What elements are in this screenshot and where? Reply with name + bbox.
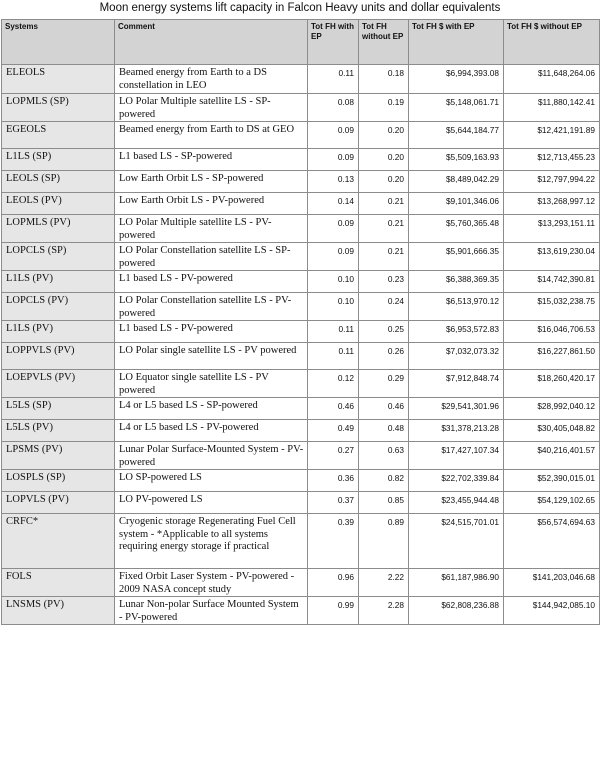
cell-usd-without-ep: $12,797,994.22 xyxy=(504,171,600,193)
cell-fh-without-ep: 0.19 xyxy=(359,94,409,122)
cell-usd-with-ep: $5,760,365.48 xyxy=(409,215,504,243)
cell-comment: Beamed energy from Earth to DS at GEO xyxy=(115,122,308,149)
cell-usd-with-ep: $29,541,301.96 xyxy=(409,398,504,420)
cell-fh-without-ep: 0.18 xyxy=(359,65,409,94)
cell-fh-without-ep: 0.26 xyxy=(359,343,409,370)
cell-comment: LO Polar Multiple satellite LS - SP-powered xyxy=(115,94,308,122)
cell-usd-with-ep: $7,032,073.32 xyxy=(409,343,504,370)
cell-system: EGEOLS xyxy=(2,122,115,149)
cell-fh-without-ep: 0.21 xyxy=(359,193,409,215)
cell-usd-without-ep: $14,742,390.81 xyxy=(504,271,600,293)
cell-usd-with-ep: $6,388,369.35 xyxy=(409,271,504,293)
cell-usd-with-ep: $62,808,236.88 xyxy=(409,597,504,625)
table-row xyxy=(2,492,600,514)
cell-fh-without-ep: 0.25 xyxy=(359,321,409,343)
cell-usd-with-ep: $7,912,848.74 xyxy=(409,370,504,398)
cell-comment: Lunar Polar Surface-Mounted System - PV-powered xyxy=(115,442,308,470)
cell-comment: LO PV-powered LS xyxy=(115,492,308,514)
cell-comment: LO Polar single satellite LS - PV powered xyxy=(115,343,308,370)
cell-usd-without-ep: $16,227,861.50 xyxy=(504,343,600,370)
table-row xyxy=(2,149,600,171)
cell-fh-with-ep: 0.96 xyxy=(308,569,359,597)
cell-fh-without-ep: 0.23 xyxy=(359,271,409,293)
cell-system: L5LS (PV) xyxy=(2,420,115,442)
cell-fh-with-ep: 0.12 xyxy=(308,370,359,398)
cell-system: CRFC* xyxy=(2,514,115,569)
cell-usd-without-ep: $16,046,706.53 xyxy=(504,321,600,343)
cell-system: LEOLS (SP) xyxy=(2,171,115,193)
cell-usd-without-ep: $12,421,191.89 xyxy=(504,122,600,149)
cell-fh-with-ep: 0.27 xyxy=(308,442,359,470)
cell-usd-without-ep: $18,260,420.17 xyxy=(504,370,600,398)
cell-usd-with-ep: $23,455,944.48 xyxy=(409,492,504,514)
cell-fh-without-ep: 0.85 xyxy=(359,492,409,514)
table-row xyxy=(2,470,600,492)
cell-fh-with-ep: 0.09 xyxy=(308,122,359,149)
table-row xyxy=(2,321,600,343)
cell-fh-without-ep: 0.82 xyxy=(359,470,409,492)
cell-usd-with-ep: $31,378,213.28 xyxy=(409,420,504,442)
cell-usd-without-ep: $13,293,151.11 xyxy=(504,215,600,243)
cell-fh-without-ep: 0.46 xyxy=(359,398,409,420)
cell-fh-with-ep: 0.09 xyxy=(308,149,359,171)
cell-fh-with-ep: 0.09 xyxy=(308,215,359,243)
table-row xyxy=(2,171,600,193)
table-row xyxy=(2,94,600,122)
cell-comment: LO Equator single satellite LS - PV powered xyxy=(115,370,308,398)
cell-fh-without-ep: 0.63 xyxy=(359,442,409,470)
cell-system: LOPVLS (PV) xyxy=(2,492,115,514)
cell-system: L1LS (PV) xyxy=(2,321,115,343)
cell-usd-without-ep: $54,129,102.65 xyxy=(504,492,600,514)
cell-fh-without-ep: 0.20 xyxy=(359,122,409,149)
cell-fh-with-ep: 0.11 xyxy=(308,65,359,94)
cell-fh-without-ep: 0.20 xyxy=(359,171,409,193)
cell-usd-with-ep: $9,101,346.06 xyxy=(409,193,504,215)
header-row xyxy=(2,20,600,65)
cell-usd-without-ep: $15,032,238.75 xyxy=(504,293,600,321)
cell-usd-with-ep: $17,427,107.34 xyxy=(409,442,504,470)
cell-system: LOEPVLS (PV) xyxy=(2,370,115,398)
table-row xyxy=(2,193,600,215)
cell-fh-with-ep: 0.49 xyxy=(308,420,359,442)
cell-comment: Cryogenic storage Regenerating Fuel Cell system - *Applicable to all systems requiring energy storage if practical xyxy=(115,514,308,569)
cell-usd-without-ep: $56,574,694.63 xyxy=(504,514,600,569)
cell-comment: LO Polar Constellation satellite LS - PV-powered xyxy=(115,293,308,321)
lift-capacity-table xyxy=(1,19,600,625)
cell-fh-with-ep: 0.09 xyxy=(308,243,359,271)
cell-fh-without-ep: 0.48 xyxy=(359,420,409,442)
cell-comment: Lunar Non-polar Surface Mounted System - PV-powered xyxy=(115,597,308,625)
cell-usd-with-ep: $8,489,042.29 xyxy=(409,171,504,193)
cell-system: LEOLS (PV) xyxy=(2,193,115,215)
cell-usd-with-ep: $61,187,986.90 xyxy=(409,569,504,597)
cell-comment: Low Earth Orbit LS - SP-powered xyxy=(115,171,308,193)
cell-fh-without-ep: 0.29 xyxy=(359,370,409,398)
table-row xyxy=(2,597,600,625)
cell-system: ELEOLS xyxy=(2,65,115,94)
cell-comment: L4 or L5 based LS - PV-powered xyxy=(115,420,308,442)
table-row xyxy=(2,420,600,442)
header-fh-with-ep: Tot FH with EP xyxy=(308,20,359,65)
cell-usd-without-ep: $11,648,264.06 xyxy=(504,65,600,94)
cell-fh-with-ep: 0.10 xyxy=(308,293,359,321)
cell-system: L5LS (SP) xyxy=(2,398,115,420)
cell-fh-without-ep: 0.21 xyxy=(359,243,409,271)
cell-fh-with-ep: 0.37 xyxy=(308,492,359,514)
cell-fh-with-ep: 0.99 xyxy=(308,597,359,625)
cell-fh-with-ep: 0.36 xyxy=(308,470,359,492)
header-usd-without-ep: Tot FH $ without EP xyxy=(504,20,600,65)
cell-comment: L1 based LS - PV-powered xyxy=(115,271,308,293)
cell-comment: Fixed Orbit Laser System - PV-powered - 2009 NASA concept study xyxy=(115,569,308,597)
cell-system: L1LS (SP) xyxy=(2,149,115,171)
cell-fh-without-ep: 0.24 xyxy=(359,293,409,321)
cell-usd-without-ep: $144,942,085.10 xyxy=(504,597,600,625)
cell-system: LOPMLS (SP) xyxy=(2,94,115,122)
header-systems: Systems xyxy=(2,20,115,65)
cell-usd-with-ep: $6,953,572.83 xyxy=(409,321,504,343)
table-row xyxy=(2,215,600,243)
cell-comment: LO SP-powered LS xyxy=(115,470,308,492)
cell-fh-without-ep: 2.28 xyxy=(359,597,409,625)
table-row xyxy=(2,514,600,569)
cell-system: LPSMS (PV) xyxy=(2,442,115,470)
cell-fh-with-ep: 0.08 xyxy=(308,94,359,122)
table-row xyxy=(2,370,600,398)
cell-fh-with-ep: 0.13 xyxy=(308,171,359,193)
cell-usd-without-ep: $141,203,046.68 xyxy=(504,569,600,597)
cell-system: LOPCLS (PV) xyxy=(2,293,115,321)
cell-usd-with-ep: $6,513,970.12 xyxy=(409,293,504,321)
table-row xyxy=(2,569,600,597)
cell-system: FOLS xyxy=(2,569,115,597)
cell-fh-with-ep: 0.39 xyxy=(308,514,359,569)
cell-fh-without-ep: 0.20 xyxy=(359,149,409,171)
table-row xyxy=(2,243,600,271)
cell-usd-with-ep: $22,702,339.84 xyxy=(409,470,504,492)
cell-usd-without-ep: $12,713,455.23 xyxy=(504,149,600,171)
table-row xyxy=(2,122,600,149)
cell-usd-without-ep: $30,405,048.82 xyxy=(504,420,600,442)
cell-comment: L1 based LS - SP-powered xyxy=(115,149,308,171)
cell-usd-without-ep: $13,268,997.12 xyxy=(504,193,600,215)
cell-usd-with-ep: $5,644,184.77 xyxy=(409,122,504,149)
cell-fh-with-ep: 0.11 xyxy=(308,321,359,343)
table-row xyxy=(2,398,600,420)
table-row xyxy=(2,271,600,293)
cell-usd-without-ep: $40,216,401.57 xyxy=(504,442,600,470)
cell-fh-with-ep: 0.11 xyxy=(308,343,359,370)
cell-usd-without-ep: $11,880,142.41 xyxy=(504,94,600,122)
table-row xyxy=(2,293,600,321)
cell-fh-without-ep: 0.89 xyxy=(359,514,409,569)
header-fh-without-ep: Tot FH without EP xyxy=(359,20,409,65)
cell-system: LOPMLS (PV) xyxy=(2,215,115,243)
cell-fh-with-ep: 0.10 xyxy=(308,271,359,293)
cell-system: LOPPVLS (PV) xyxy=(2,343,115,370)
cell-fh-with-ep: 0.46 xyxy=(308,398,359,420)
header-usd-with-ep: Tot FH $ with EP xyxy=(409,20,504,65)
cell-system: LOPCLS (SP) xyxy=(2,243,115,271)
cell-usd-without-ep: $28,992,040.12 xyxy=(504,398,600,420)
cell-usd-with-ep: $6,994,393.08 xyxy=(409,65,504,94)
cell-comment: Low Earth Orbit LS - PV-powered xyxy=(115,193,308,215)
cell-usd-with-ep: $5,901,666.35 xyxy=(409,243,504,271)
cell-usd-with-ep: $5,509,163.93 xyxy=(409,149,504,171)
cell-fh-without-ep: 0.21 xyxy=(359,215,409,243)
cell-usd-with-ep: $5,148,061.71 xyxy=(409,94,504,122)
cell-comment: L1 based LS - PV-powered xyxy=(115,321,308,343)
cell-usd-without-ep: $52,390,015.01 xyxy=(504,470,600,492)
table-row xyxy=(2,65,600,94)
table-title: Moon energy systems lift capacity in Falcon Heavy units and dollar equivalents xyxy=(99,2,501,14)
cell-system: LOSPLS (SP) xyxy=(2,470,115,492)
cell-system: LNSMS (PV) xyxy=(2,597,115,625)
cell-comment: L4 or L5 based LS - SP-powered xyxy=(115,398,308,420)
cell-system: L1LS (PV) xyxy=(2,271,115,293)
cell-comment: LO Polar Multiple satellite LS - PV-powered xyxy=(115,215,308,243)
cell-comment: Beamed energy from Earth to a DS constellation in LEO xyxy=(115,65,308,94)
table-row xyxy=(2,442,600,470)
cell-fh-without-ep: 2.22 xyxy=(359,569,409,597)
cell-usd-with-ep: $24,515,701.01 xyxy=(409,514,504,569)
header-comment: Comment xyxy=(115,20,308,65)
table-row xyxy=(2,343,600,370)
cell-usd-without-ep: $13,619,230.04 xyxy=(504,243,600,271)
cell-fh-with-ep: 0.14 xyxy=(308,193,359,215)
cell-comment: LO Polar Constellation satellite LS - SP-powered xyxy=(115,243,308,271)
